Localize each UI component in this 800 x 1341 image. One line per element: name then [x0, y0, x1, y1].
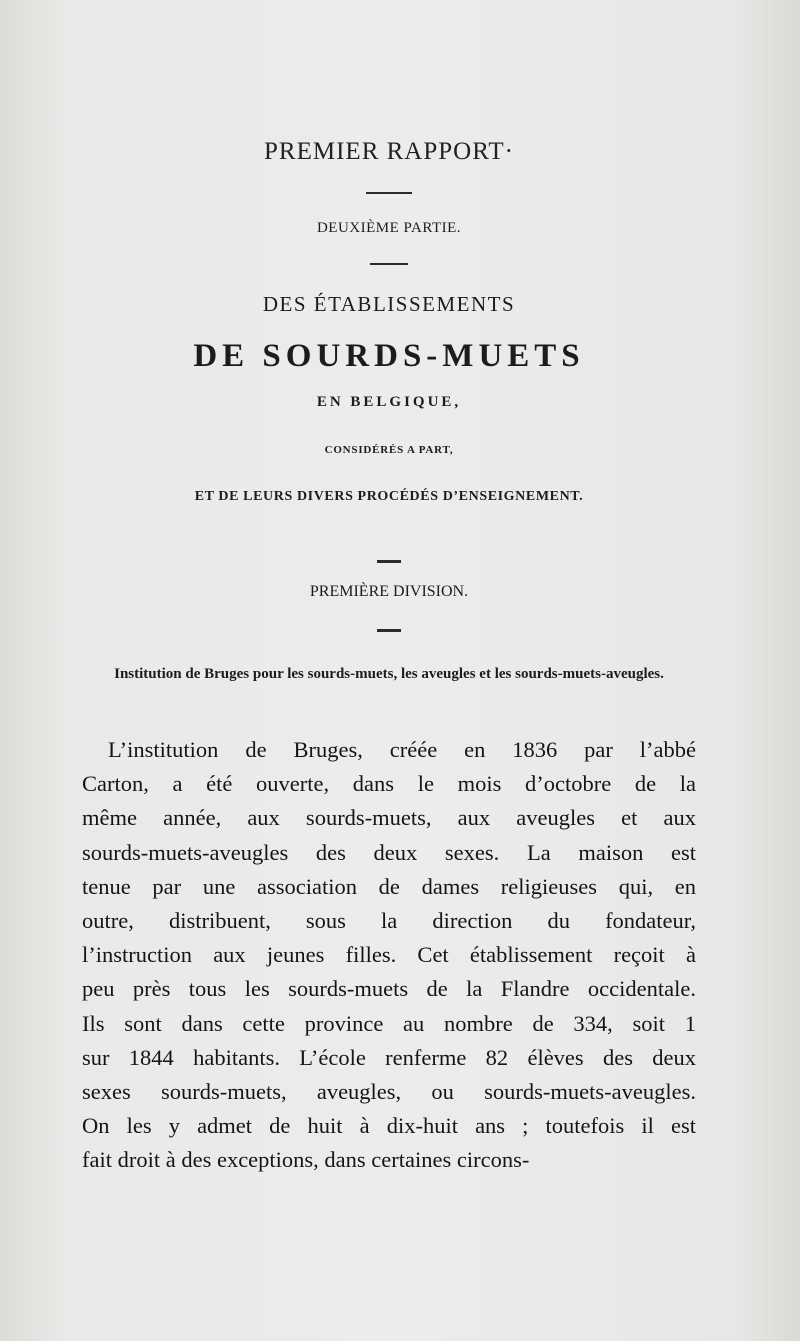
divider-rule — [366, 192, 412, 194]
body-paragraph — [82, 733, 696, 1178]
institution-title: Institution de Bruges pour les sourds-muets, les aveugles et les sourds-muets-aveugles. — [114, 666, 664, 682]
divider-rule — [370, 263, 408, 265]
body-line: outre, distribuent, sous la direction du fondateur, — [82, 908, 696, 934]
body-line: L’institution de Bruges, créée en 1836 par l’abbé — [108, 737, 696, 762]
body-line: Ils sont dans cette province au nombre de 334, soit 1 — [82, 1010, 696, 1036]
section-heading-line-1: DES ÉTABLISSEMENTS — [262, 292, 516, 316]
body-line: sur 1844 habitants. L’école renferme 82 élèves des deux — [82, 1044, 696, 1070]
body-line: peu près tous les sourds-muets de la Flandre occidentale. — [82, 976, 696, 1002]
section-heading-line-2: DE SOURDS-MUETS — [193, 338, 585, 374]
body-line: Carton, a été ouverte, dans le mois d’octobre de la — [82, 771, 696, 797]
part-heading: DEUXIÈME PARTIE. — [316, 220, 462, 236]
section-heading-line-4: CONSIDÉRÉS A PART, — [324, 444, 454, 456]
section-heading-line-3: EN BELGIQUE, — [316, 394, 462, 410]
body-line: sexes sourds-muets, aveugles, ou sourds-muets-aveugles. — [82, 1079, 696, 1105]
body-line: même année, aux sourds-muets, aux aveugles et aux — [82, 805, 696, 831]
division-heading: PREMIÈRE DIVISION. — [309, 583, 469, 600]
body-line: tenue par une association de dames religieuses qui, en — [82, 873, 696, 899]
section-heading-line-5: ET DE LEURS DIVERS PROCÉDÉS D’ENSEIGNEMENT. — [194, 489, 584, 504]
body-line: On les y admet de huit à dix-huit ans ; toutefois il est — [82, 1113, 696, 1139]
body-line: fait droit à des exceptions, dans certaines circons- — [82, 1147, 530, 1173]
divider-rule — [377, 629, 401, 632]
body-line: sourds-muets-aveugles des deux sexes. La maison est — [82, 839, 696, 865]
body-line: l’instruction aux jeunes filles. Cet établissement reçoit à — [82, 942, 696, 968]
page-title: PREMIER RAPPORT· — [264, 138, 514, 165]
divider-rule — [377, 560, 401, 563]
